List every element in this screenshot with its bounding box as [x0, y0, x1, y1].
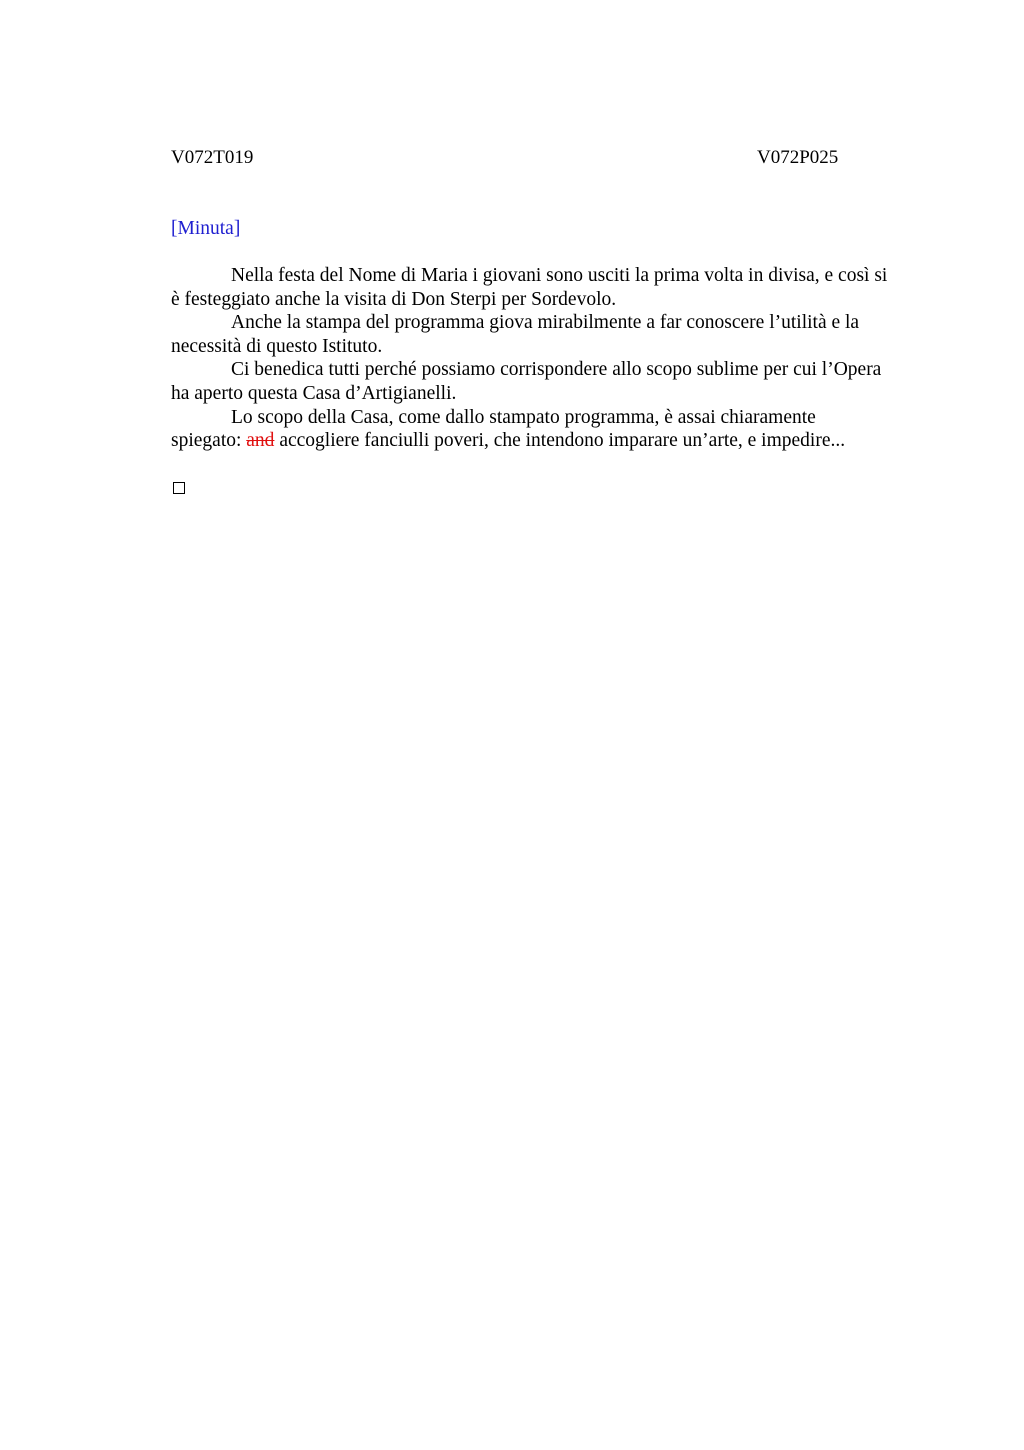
paragraph-1	[171, 264, 931, 311]
minuta-label: [Minuta]	[171, 218, 241, 239]
document-body	[171, 264, 931, 453]
paragraph-2-line-1: Anche la stampa del programma giova mirabilmente a far conoscere l’utilità e la	[231, 312, 860, 334]
paragraph-4-line-2-after: accogliere fanciulli poveri, che intendono imparare un’arte, e impedire...	[274, 430, 846, 452]
paragraph-3	[171, 358, 931, 405]
paragraph-4-line-2-before: spiegato:	[171, 430, 247, 452]
paragraph-1-line-1: Nella festa del Nome di Maria i giovani sono usciti la prima volta in divisa, e così si	[231, 265, 888, 286]
end-checkbox-icon	[173, 482, 185, 494]
document-code-right: V072P025	[757, 147, 839, 168]
paragraph-1-line-2: è festeggiato anche la visita di Don Sterpi per Sordevolo.	[171, 288, 617, 310]
paragraph-3-line-2: ha aperto questa Casa d’Artigianelli.	[171, 382, 457, 404]
document-code-left: V072T019	[171, 147, 254, 168]
paragraph-4	[171, 406, 931, 453]
paragraph-2-line-2: necessità di questo Istituto.	[171, 335, 383, 357]
struck-word: and	[246, 430, 275, 452]
paragraph-2	[171, 311, 931, 358]
paragraph-4-line-2	[171, 429, 931, 453]
paragraph-3-line-1: Ci benedica tutti perché possiamo corrispondere allo scopo sublime per cui l’Opera	[231, 359, 882, 381]
paragraph-4-line-1: Lo scopo della Casa, come dallo stampato programma, è assai chiaramente	[231, 406, 816, 428]
